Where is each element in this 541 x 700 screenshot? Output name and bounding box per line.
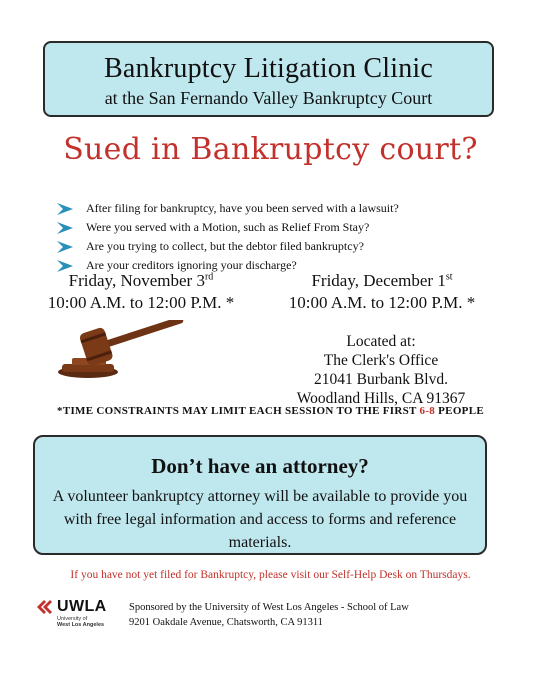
attorney-body: A volunteer bankruptcy attorney will be available to provide you with free legal information and access to forms and reference materials. (52, 488, 468, 551)
attorney-title: Don’t have an attorney? (151, 454, 369, 478)
clinic-header-box (43, 41, 494, 117)
session-time: 10:00 A.M. to 12:00 P.M. * (288, 293, 476, 312)
list-item (56, 218, 476, 237)
session-november (36, 270, 246, 314)
attorney-box (33, 435, 487, 555)
logo-name: UWLA (57, 598, 107, 615)
self-help-note: If you have not yet filed for Bankruptcy, please visit our Self-Help Desk on Thursdays. (70, 569, 471, 581)
bullet-list (56, 199, 476, 275)
logo-small-line1: University of (57, 616, 88, 622)
session-december (264, 270, 500, 314)
chevron-bullet-icon (56, 222, 74, 234)
session-date: Friday, November 3rd (68, 271, 214, 290)
sponsor-line: Sponsored by the University of West Los Angeles - School of Law (129, 602, 409, 613)
session-date: Friday, December 1st (311, 271, 453, 290)
session-time: 10:00 A.M. to 12:00 P.M. * (47, 293, 235, 312)
bullet-text: After filing for bankruptcy, have you been served with a lawsuit? (86, 201, 399, 215)
time-constraint-note: *TIME CONSTRAINTS MAY LIMIT EACH SESSION TO THE FIRST 6-8 PEOPLE (57, 405, 484, 417)
logo-small-line2: West Los Angeles (57, 622, 105, 628)
bullet-text: Are you trying to collect, but the debtor filed bankruptcy? (86, 239, 364, 253)
clinic-subtitle: at the San Fernando Valley Bankruptcy Court (104, 88, 433, 108)
list-item (56, 237, 476, 256)
location-place: The Clerk's Office (323, 352, 439, 369)
bullet-text: Are your creditors ignoring your discharge? (86, 258, 297, 272)
bullet-text: Were you served with a Motion, such as Relief From Stay? (86, 220, 370, 234)
uwla-mark-icon (37, 600, 53, 614)
location-block (276, 332, 486, 408)
sponsor-address: 9201 Oakdale Avenue, Chatsworth, CA 91311 (129, 617, 323, 628)
location-street: 21041 Burbank Blvd. (314, 371, 448, 388)
sponsor-block (129, 600, 489, 630)
uwla-logo (37, 598, 117, 630)
location-city: Woodland Hills, CA 91367 (296, 390, 466, 407)
clinic-title: Bankruptcy Litigation Clinic (103, 53, 434, 84)
headline: Sued in Bankruptcy court? (63, 132, 478, 167)
list-item (56, 199, 476, 218)
chevron-bullet-icon (56, 241, 74, 253)
chevron-bullet-icon (56, 203, 74, 215)
gavel-image (54, 320, 189, 382)
location-heading: Located at: (346, 333, 416, 350)
